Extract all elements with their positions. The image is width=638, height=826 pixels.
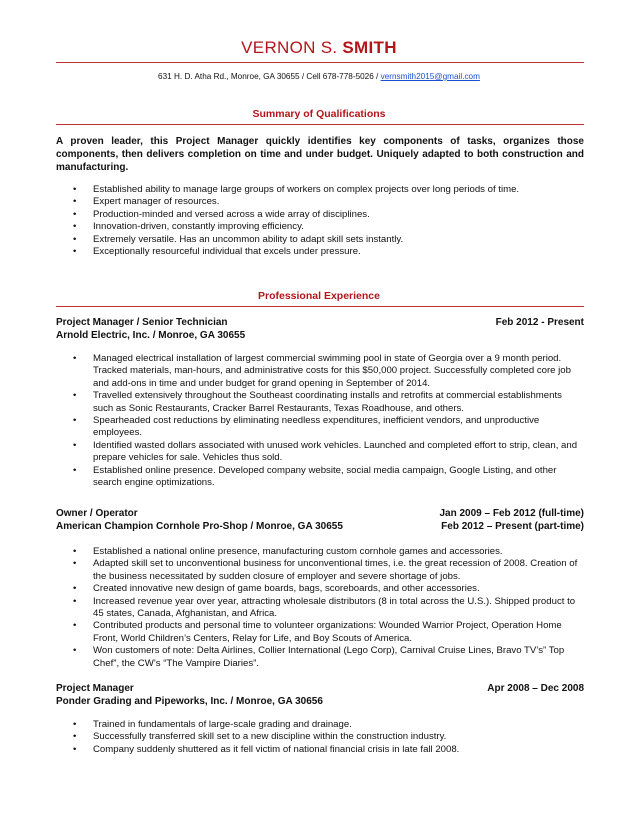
job-3-dates: Apr 2008 – Dec 2008 <box>487 683 584 694</box>
list-item: • Trained in fundamentals of large-scale grading and drainage. <box>93 719 584 731</box>
job-2-company-row <box>56 520 584 533</box>
job-1-company-row <box>56 329 584 342</box>
job-1-dates: Feb 2012 - Present <box>495 317 584 328</box>
list-item: • Won customers of note: Delta Airlines, Collier International (Lego Corp), Carnival Cruise Lines, Bravo TV’s” Top Chef”, the CW’s “The Vampire Diaries”. <box>93 645 584 670</box>
list-item: • Travelled extensively throughout the Southeast coordinating installs and retrofits at commercial establishments such as Sonic Restaurants, Cracker Barrel Restaurants, Texas Roadhouse, and others. <box>93 390 584 415</box>
job-1-header <box>56 316 584 329</box>
list-item: • Production-minded and versed across a wide array of disciplines. <box>93 209 584 221</box>
job-2-header <box>56 507 584 520</box>
summary-bullets <box>93 184 584 258</box>
list-item: • Innovation-driven, constantly improving efficiency. <box>93 221 584 233</box>
list-item: • Contributed products and personal time to volunteer organizations: Wounded Warrior Project, Operation Home Front, World Children’s Centers, Relay for Life, and Boy Scouts of America. <box>93 620 584 645</box>
job-3-bullets <box>93 719 584 756</box>
job-3-company-row <box>56 695 584 708</box>
contact-text: 631 H. D. Atha Rd., Monroe, GA 30655 / Cell 678-778-5026 / <box>158 72 381 81</box>
list-item: • Increased revenue year over year, attracting wholesale distributors (8 in total across the U.S.). Shipped product to 45 states, Canada, Afghanistan, and Africa. <box>93 596 584 621</box>
list-item: • Company suddenly shuttered as it fell victim of national financial crisis in late fall 2008. <box>93 744 584 756</box>
job-2-dates: Jan 2009 – Feb 2012 (full-time) <box>439 508 584 519</box>
summary-paragraph: A proven leader, this Project Manager quickly identifies key components of tasks, organizes those components, then delivers completion on time and under budget. Uniquely adapted to both construction and manufacturing. <box>56 136 584 173</box>
last-name: SMITH <box>342 38 397 57</box>
job-3-header <box>56 682 584 695</box>
list-item: • Extremely versatile. Has an uncommon ability to adapt skill sets instantly. <box>93 234 584 246</box>
job-1-company: Arnold Electric, Inc. / Monroe, GA 30655 <box>56 330 246 341</box>
job-1-role: Project Manager / Senior Technician <box>56 317 228 328</box>
list-item: • Identified wasted dollars associated with unused work vehicles. Launched and completed effort to strip, clean, and prepare vehicles for sale. Vehicles thus sold. <box>93 440 584 465</box>
job-3-company: Ponder Grading and Pipeworks, Inc. / Monroe, GA 30656 <box>56 696 323 707</box>
list-item: • Established ability to manage large groups of workers on complex projects over long periods of time. <box>93 184 584 196</box>
experience-title: Professional Experience <box>258 290 380 302</box>
job-2-role: Owner / Operator <box>56 508 138 519</box>
experience-rule <box>56 306 584 307</box>
summary-title: Summary of Qualifications <box>252 108 386 120</box>
candidate-name <box>0 38 638 58</box>
job-2-dates-secondary: Feb 2012 – Present (part-time) <box>441 521 584 532</box>
job-2-company: American Champion Cornhole Pro-Shop / Monroe, GA 30655 <box>56 521 343 532</box>
header-rule <box>56 62 584 63</box>
list-item: • Created innovative new design of game boards, bags, scoreboards, and other accessories. <box>93 583 584 595</box>
list-item: • Established a national online presence, manufacturing custom cornhole games and accessories. <box>93 546 584 558</box>
contact-line <box>0 72 638 81</box>
list-item: • Expert manager of resources. <box>93 196 584 208</box>
email-link[interactable]: vernsmith2015@gmail.com <box>380 72 480 81</box>
list-item: • Adapted skill set to unconventional business for unconventional times, i.e. the great recession of 2008. Creation of the business necessitated by sudden closure of employer and severe shortage of jobs. <box>93 558 584 583</box>
list-item: • Established online presence. Developed company website, social media campaign, Google Listing, and other search engine optimizations. <box>93 465 584 490</box>
first-name: VERNON S. <box>241 38 338 57</box>
list-item: • Spearheaded cost reductions by eliminating needless expenditures, inefficient vendors, and unproductive employees. <box>93 415 584 440</box>
list-item: • Managed electrical installation of largest commercial swimming pool in state of Georgia over a 9 month period. Tracked materials, man-hours, and administrative costs for this $50,000 project. Successfully completed core job and add-ons in time and under budget for grand opening in September of 2014. <box>93 353 584 390</box>
list-item: • Successfully transferred skill set to a new discipline within the construction industry. <box>93 731 584 743</box>
summary-rule <box>56 124 584 125</box>
list-item: • Exceptionally resourceful individual that excels under pressure. <box>93 246 584 258</box>
job-1-bullets <box>93 353 584 489</box>
job-2-bullets <box>93 546 584 670</box>
job-3-role: Project Manager <box>56 683 134 694</box>
